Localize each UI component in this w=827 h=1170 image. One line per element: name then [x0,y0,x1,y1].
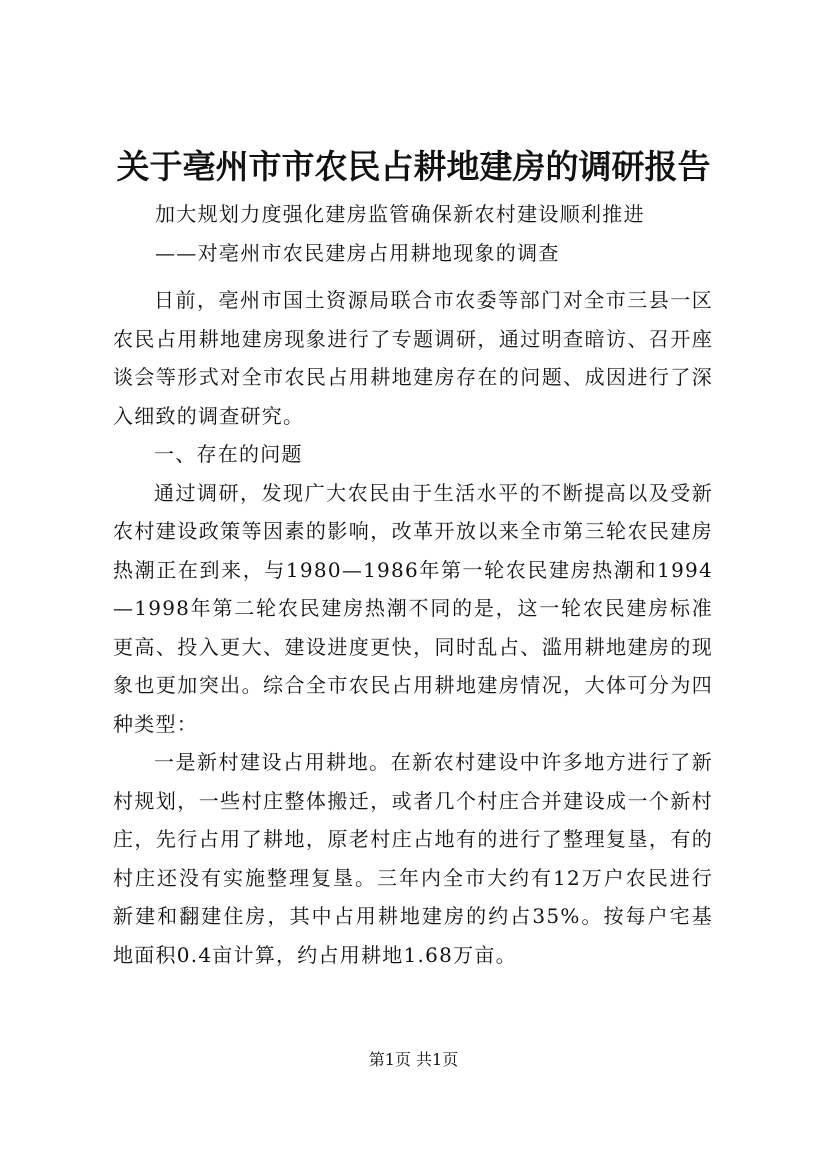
document-title: 关于亳州市市农民占耕地建房的调研报告 [116,147,711,186]
document-subtitle-2: ——对亳州市农民建房占用耕地现象的调查 [155,241,560,265]
paragraph: 通过调研，发现广大农民由于生活水平的不断提高以及受新农村建设政策等因素的影响，改革开放以来全市第三轮农民建房热潮正在到来，与1980—1986年第一轮农民建房热潮和1994—1998年第二轮农民建房热潮不同的是，这一轮农民建房标准更高、投入更大、建设进度更快，同时乱占、滥用耕地建房的现象也更加突出。综合全市农民占用耕地建房情况，大体可分为四种类型： [113,480,713,736]
document-body [113,281,713,974]
page-footer: 第1页 共1页 [368,1050,459,1069]
paragraph: 一是新村建设占用耕地。在新农村建设中许多地方进行了新村规划，一些村庄整体搬迁，或者几个村庄合并建设成一个新村庄，先行占用了耕地，原老村庄占地有的进行了整理复垦，有的村庄还没有实施整理复垦。三年内全市大约有12万户农民进行新建和翻建住房，其中占用耕地建房的约占35%。按每户宅基地面积0.4亩计算，约占用耕地1.68万亩。 [113,750,713,967]
document-subtitle: 加大规划力度强化建房监管确保新农村建设顺利推进 [155,202,645,226]
paragraph-intro: 日前，亳州市国土资源局联合市农委等部门对全市三县一区农民占用耕地建房现象进行了专题调研，通过明查暗访、召开座谈会等形式对全市农民占用耕地建房存在的问题、成因进行了深入细致的调查研究。 [113,288,713,428]
section-heading: 一、存在的问题 [154,442,303,466]
